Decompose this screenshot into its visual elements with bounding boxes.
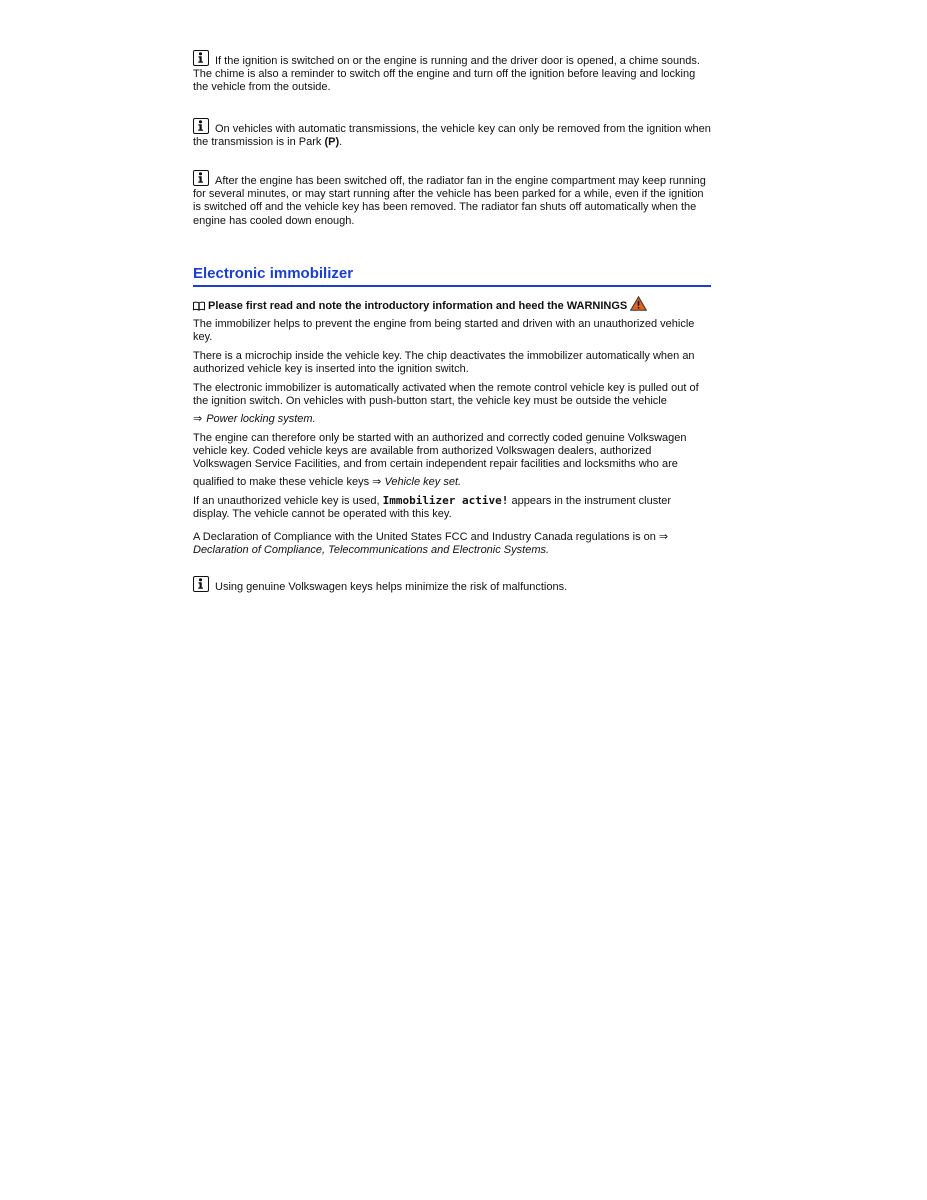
paragraph-link [193,476,708,489]
paragraph [193,494,708,521]
info-icon [193,576,209,592]
note-text: If the ignition is switched on or the engine is running and the driver door is opened, a chime sounds. The chime is also a reminder to switch off the engine and turn off the ignition before leaving and locking the vehicle from the outside. [193,55,700,94]
paragraph: There is a microchip inside the vehicle key. The chip deactivates the immobilizer automatically when an authorized vehicle key is inserted into the ignition switch. [193,350,695,376]
paragraph-link [193,413,708,426]
paragraph: The immobilizer helps to prevent the engine from being started and driven with an unauthorized vehicle key. [193,318,695,344]
p5-text-end: appears in the instrument cluster display. The vehicle cannot be operated with this key. [193,495,672,521]
note-text-end: . [339,136,343,149]
section-title: Electronic immobilizer [193,265,711,287]
read-first-note [193,296,711,315]
info-icon [193,118,209,134]
park-label: (P) [324,136,340,149]
read-note-text: Please first read and note the introductory information and heed the WARNINGS [208,300,628,312]
note-text: Using genuine Volkswagen keys helps minimize the risk of malfunctions. [215,581,568,593]
immobilizer-message: Immobilizer active! [382,494,509,507]
note-text: On vehicles with automatic transmissions, the vehicle key can only be removed from the ignition when the transmission is in Park [193,123,711,149]
arrow-icon: ⇒ [193,413,203,425]
info-note [193,50,711,95]
p5-text: If an unauthorized vehicle key is used, [193,495,380,507]
warning-icon [630,296,647,315]
power-locking-link[interactable]: Power locking system. [206,413,316,425]
declaration-link[interactable]: Declaration of Compliance, Telecommunications and Electronic Systems. [193,544,550,557]
info-icon [193,50,209,66]
info-icon [193,170,209,186]
p6-text: A Declaration of Compliance with the United States FCC and Industry Canada regulations is on ⇒ [193,531,669,543]
info-note [193,170,711,228]
note-text: After the engine has been switched off, the radiator fan in the engine compartment may keep running for several minutes, or may start running after the vehicle has been parked for a while, even if the ignition is switched off and the vehicle key has been removed. The radiator fan shuts off automatically when the engine has cooled down enough. [193,175,706,227]
info-note [193,576,711,594]
paragraph: The engine can therefore only be started with an authorized and correctly coded genuine Volkswagen vehicle key. Coded vehicle keys are available from authorized Volkswagen dealers, authorized Volkswagen Service Facilities, and from certain independent repair facilities and locksmiths who are [193,432,687,471]
paragraph-tail: qualified to make these vehicle keys ⇒ [193,476,382,488]
info-note [193,118,711,149]
book-icon [193,301,205,315]
paragraph [193,531,708,557]
vehicle-key-set-link[interactable]: Vehicle key set. [384,476,462,488]
paragraph: The electronic immobilizer is automatically activated when the remote control vehicle key is pulled out of the ignition switch. On vehicles with push-button start, the vehicle key must be outside the vehicle [193,382,699,408]
